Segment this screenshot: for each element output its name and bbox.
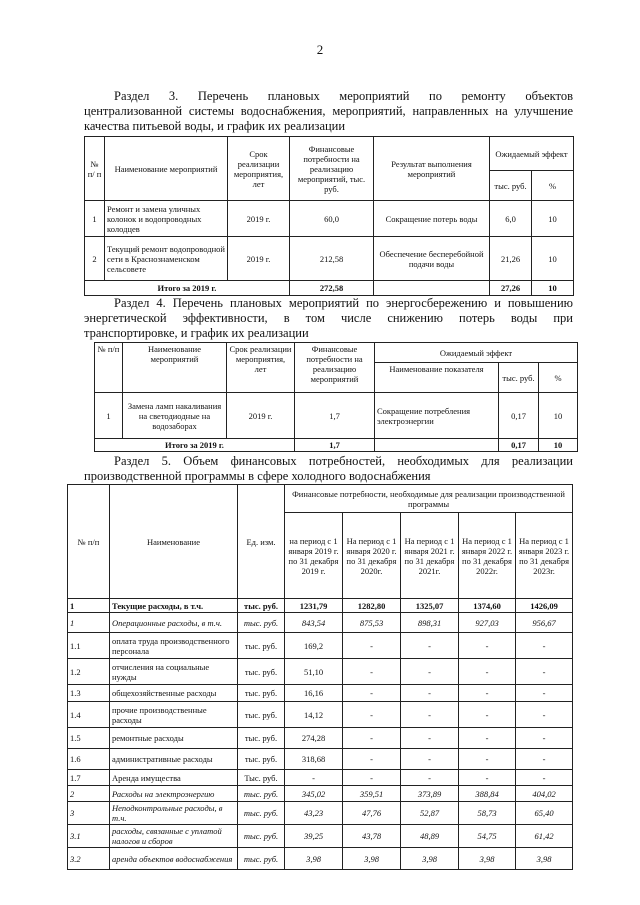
t5-row-value: 65,40 <box>516 802 573 825</box>
t5-row <box>68 770 573 786</box>
t4-header-num: № п/п <box>95 343 123 393</box>
section3-line-3: качества питьевой воды, и график их реализации <box>84 119 346 133</box>
t5-row-value: 61,42 <box>516 825 573 848</box>
t5-row <box>68 825 573 848</box>
t5-row-value: 898,31 <box>401 613 459 633</box>
t4-row1-num: 1 <box>95 393 123 439</box>
t5-row-value: 1374,60 <box>459 599 516 613</box>
t5-row-value: 3,98 <box>343 848 401 870</box>
section5-line-1: Раздел 5. Объем финансовых потребностей, необходимых для реализации <box>114 454 573 468</box>
section3-line-2: централизованной системы водоснабжения, мероприятий, направленных на улучшение <box>84 104 573 118</box>
t5-row-value: - <box>401 749 459 770</box>
t5-period-2021: На период с 1 января 2021 г. по 31 декабря 2021г. <box>401 513 459 599</box>
t5-row-value: 3,98 <box>516 848 573 870</box>
t5-row-value: - <box>516 702 573 728</box>
t3-row-2 <box>85 237 574 281</box>
t5-row-value: 169,2 <box>285 633 343 659</box>
t3-total-rub: 27,26 <box>490 281 532 296</box>
t3-total-label: Итого за 2019 г. <box>85 281 290 296</box>
t4-row1-rub: 0,17 <box>499 393 539 439</box>
t5-row <box>68 728 573 749</box>
t5-row-value: - <box>343 702 401 728</box>
t5-row-value: - <box>459 770 516 786</box>
section4-line-3: транспортировке, и график их реализации <box>84 326 309 340</box>
t5-row-value: 1426,09 <box>516 599 573 613</box>
t5-row-value: 956,67 <box>516 613 573 633</box>
t5-period-2023: На период с 1 января 2023 г. по 31 декабря 2023г. <box>516 513 573 599</box>
t3-header-effect-rub: тыс. руб. <box>490 171 532 201</box>
t4-header-indicator: Наименование показателя <box>375 363 499 393</box>
t5-row <box>68 749 573 770</box>
section4-line-1: Раздел 4. Перечень плановых мероприятий по энергосбережению и повышению <box>114 296 573 310</box>
t5-row-value: 359,51 <box>343 786 401 802</box>
t5-header-num: № п/п <box>68 485 110 599</box>
t5-row-name: Неподконтрольные расходы, в т.ч. <box>110 802 238 825</box>
t5-row-num: 2 <box>68 786 110 802</box>
t5-row-num: 3.2 <box>68 848 110 870</box>
t5-row <box>68 786 573 802</box>
t3-row-1 <box>85 201 574 237</box>
t4-header-pct: % <box>539 363 578 393</box>
t3-header-effect-pct: % <box>532 171 574 201</box>
t5-row-value: 16,16 <box>285 685 343 702</box>
t5-row-num: 1.3 <box>68 685 110 702</box>
section4-line-2: энергетической эффективности, в том числе снижению потерь воды при <box>84 311 573 325</box>
t5-row-value: 43,78 <box>343 825 401 848</box>
t5-row-name: аренда объектов водоснабжения <box>110 848 238 870</box>
t5-row-value: 54,75 <box>459 825 516 848</box>
t5-row-value: 274,28 <box>285 728 343 749</box>
t5-row-value: - <box>401 659 459 685</box>
t5-row-value: - <box>516 749 573 770</box>
t5-header-name: Наименование <box>110 485 238 599</box>
t3-row2-result: Обеспечение бесперебойной подачи воды <box>374 237 490 281</box>
t5-row <box>68 633 573 659</box>
t4-row1-name: Замена ламп накаливания на светодиодные на водозаборах <box>123 393 227 439</box>
t3-row2-rub: 21,26 <box>490 237 532 281</box>
t3-header-name: Наименование мероприятий <box>105 137 228 201</box>
t3-row2-name: Текущий ремонт водопроводной сети в Краснознаменском сельсовете <box>105 237 228 281</box>
t5-row <box>68 599 573 613</box>
t5-row-value: 39,25 <box>285 825 343 848</box>
t4-row1-fin: 1,7 <box>295 393 375 439</box>
t5-row-value: 48,89 <box>401 825 459 848</box>
t5-row <box>68 702 573 728</box>
t5-row-value: - <box>401 728 459 749</box>
t4-header-effect: Ожидаемый эффект <box>375 343 578 363</box>
t5-row <box>68 685 573 702</box>
t4-total-label: Итого за 2019 г. <box>95 439 295 452</box>
t5-row-value: - <box>343 728 401 749</box>
t5-row-value: 1282,80 <box>343 599 401 613</box>
t3-row1-num: 1 <box>85 201 105 237</box>
t4-header-fin: Финансовые потребности на реализацию мероприятий <box>295 343 375 393</box>
t5-row <box>68 613 573 633</box>
t5-row-num: 1.4 <box>68 702 110 728</box>
t3-row2-pct: 10 <box>532 237 574 281</box>
t5-row-value: 345,02 <box>285 786 343 802</box>
t5-row-value: - <box>516 770 573 786</box>
t5-row-value: 404,02 <box>516 786 573 802</box>
t5-row-num: 3 <box>68 802 110 825</box>
t5-header-fin: Финансовые потребности, необходимые для реализации производственной программы <box>285 485 573 513</box>
t3-row1-fin: 60,0 <box>290 201 374 237</box>
t5-row-value: 1231,79 <box>285 599 343 613</box>
t5-row-value: - <box>343 633 401 659</box>
t3-row1-pct: 10 <box>532 201 574 237</box>
t5-row-value: 47,76 <box>343 802 401 825</box>
t5-row-num: 3.1 <box>68 825 110 848</box>
t5-row-unit: тыс. руб. <box>238 633 285 659</box>
t5-period-2022: На период с 1 января 2022 г. по 31 декабря 2022г. <box>459 513 516 599</box>
t4-row1-pct: 10 <box>539 393 578 439</box>
t3-row2-num: 2 <box>85 237 105 281</box>
page-number: 2 <box>316 42 324 57</box>
t5-row-num: 1.7 <box>68 770 110 786</box>
t5-row-num: 1.6 <box>68 749 110 770</box>
t3-row1-rub: 6,0 <box>490 201 532 237</box>
t3-row1-name: Ремонт и замена уличных колонок и водопроводных колодцев <box>105 201 228 237</box>
t5-row-unit: тыс. руб. <box>238 802 285 825</box>
t5-row-unit: тыс. руб. <box>238 728 285 749</box>
t5-row-value: - <box>343 749 401 770</box>
t4-total-pct: 10 <box>539 439 578 452</box>
t5-row-value: - <box>459 685 516 702</box>
t5-row-value: 3,98 <box>459 848 516 870</box>
t3-row2-fin: 212,58 <box>290 237 374 281</box>
t5-row-num: 1 <box>68 613 110 633</box>
t5-row-name: прочие производственные расходы <box>110 702 238 728</box>
t5-row-value: 843,54 <box>285 613 343 633</box>
t4-header-name: Наименование мероприятий <box>123 343 227 393</box>
t5-period-2019: на период с 1 января 2019 г. по 31 декабря 2019 г. <box>285 513 343 599</box>
t5-row-name: Аренда имущества <box>110 770 238 786</box>
t5-row-name: общехозяйственные расходы <box>110 685 238 702</box>
t5-row-value: - <box>459 749 516 770</box>
t5-row-value: - <box>343 770 401 786</box>
t5-row-value: 43,23 <box>285 802 343 825</box>
t5-row-value: 1325,07 <box>401 599 459 613</box>
t5-row-num: 1.2 <box>68 659 110 685</box>
t5-row-value: - <box>343 685 401 702</box>
t5-row-value: - <box>343 659 401 685</box>
t3-row2-term: 2019 г. <box>228 237 290 281</box>
t5-row-unit: тыс. руб. <box>238 685 285 702</box>
t3-total-row <box>85 281 574 296</box>
t3-header-term: Срок реализации мероприятия, лет <box>228 137 290 201</box>
t5-row-value: 373,89 <box>401 786 459 802</box>
t5-row-value: - <box>459 702 516 728</box>
t5-row-value: - <box>459 659 516 685</box>
t5-row-value: 3,98 <box>401 848 459 870</box>
t3-header-num: № п/ п <box>85 137 105 201</box>
t5-row-value: - <box>401 685 459 702</box>
t3-total-pct: 10 <box>532 281 574 296</box>
t3-header-effect: Ожидаемый эффект <box>490 137 574 171</box>
t5-row-value: 51,10 <box>285 659 343 685</box>
t5-row-num: 1.1 <box>68 633 110 659</box>
t5-row-unit: тыс. руб. <box>238 749 285 770</box>
t3-row1-result: Сокращение потерь воды <box>374 201 490 237</box>
section4-table <box>94 342 578 452</box>
t5-body <box>68 599 573 870</box>
t5-row-value: 58,73 <box>459 802 516 825</box>
t4-header-rub: тыс. руб. <box>499 363 539 393</box>
t4-total-fin: 1,7 <box>295 439 375 452</box>
t4-total-row <box>95 439 578 452</box>
t3-header-result: Результат выполнения мероприятий <box>374 137 490 201</box>
t5-row-name: ремонтные расходы <box>110 728 238 749</box>
t5-header-unit: Ед. изм. <box>238 485 285 599</box>
t5-row-num: 1 <box>68 599 110 613</box>
section5-heading <box>84 454 573 484</box>
t4-row-1 <box>95 393 578 439</box>
section3-heading <box>84 89 573 134</box>
t5-row-value: 388,84 <box>459 786 516 802</box>
t5-row-name: оплата труда производственного персонала <box>110 633 238 659</box>
t5-period-2020: На период с 1 января 2020 г. по 31 декабря 2020г. <box>343 513 401 599</box>
t3-row1-term: 2019 г. <box>228 201 290 237</box>
t4-row1-indicator: Сокращение потребления электроэнергии <box>375 393 499 439</box>
t5-row-unit: тыс. руб. <box>238 786 285 802</box>
t5-row-name: административные расходы <box>110 749 238 770</box>
t5-row-value: 52,87 <box>401 802 459 825</box>
section5-table <box>67 484 573 870</box>
t5-row-value: - <box>401 770 459 786</box>
t5-row-value: 875,53 <box>343 613 401 633</box>
t5-row-value: - <box>459 728 516 749</box>
t5-row-unit: тыс. руб. <box>238 613 285 633</box>
t5-row-value: 318,68 <box>285 749 343 770</box>
section4-heading <box>84 296 573 341</box>
t4-total-rub: 0,17 <box>499 439 539 452</box>
t5-row-unit: тыс. руб. <box>238 702 285 728</box>
t5-row <box>68 659 573 685</box>
t5-row-unit: Тыс. руб. <box>238 770 285 786</box>
t5-row-value: 927,03 <box>459 613 516 633</box>
t5-row-name: отчисления на социальные нужды <box>110 659 238 685</box>
t5-row-name: Операционные расходы, в т.ч. <box>110 613 238 633</box>
t5-row-value: - <box>285 770 343 786</box>
t5-row-value: - <box>401 702 459 728</box>
t4-total-empty <box>375 439 499 452</box>
t5-row <box>68 848 573 870</box>
t4-row1-term: 2019 г. <box>227 393 295 439</box>
t5-row-value: 3,98 <box>285 848 343 870</box>
t3-header-fin: Финансовые потребности на реализацию мероприятий, тыс. руб. <box>290 137 374 201</box>
t5-row-value: - <box>459 633 516 659</box>
t5-row-value: - <box>401 633 459 659</box>
t4-header-term: Срок реализации мероприятия, лет <box>227 343 295 393</box>
section3-line-1: Раздел 3. Перечень плановых мероприятий по ремонту объектов <box>114 89 573 103</box>
t5-row-value: - <box>516 633 573 659</box>
t5-row-name: Текущие расходы, в т.ч. <box>110 599 238 613</box>
t5-row-value: 14,12 <box>285 702 343 728</box>
section3-table <box>84 136 574 296</box>
t5-row-name: расходы, связанные с уплатой налогов и сборов <box>110 825 238 848</box>
t5-row-num: 1.5 <box>68 728 110 749</box>
t5-row-unit: тыс. руб. <box>238 848 285 870</box>
section5-line-2: производственной программы в сфере холодного водоснабжения <box>84 469 431 483</box>
t3-total-empty <box>374 281 490 296</box>
t5-row <box>68 802 573 825</box>
t5-row-unit: тыс. руб. <box>238 825 285 848</box>
t3-total-fin: 272,58 <box>290 281 374 296</box>
t5-row-unit: тыс. руб. <box>238 659 285 685</box>
t5-row-value: - <box>516 659 573 685</box>
t5-row-unit: тыс. руб. <box>238 599 285 613</box>
t5-row-value: - <box>516 728 573 749</box>
t5-row-name: Расходы на электроэнергию <box>110 786 238 802</box>
t5-row-value: - <box>516 685 573 702</box>
